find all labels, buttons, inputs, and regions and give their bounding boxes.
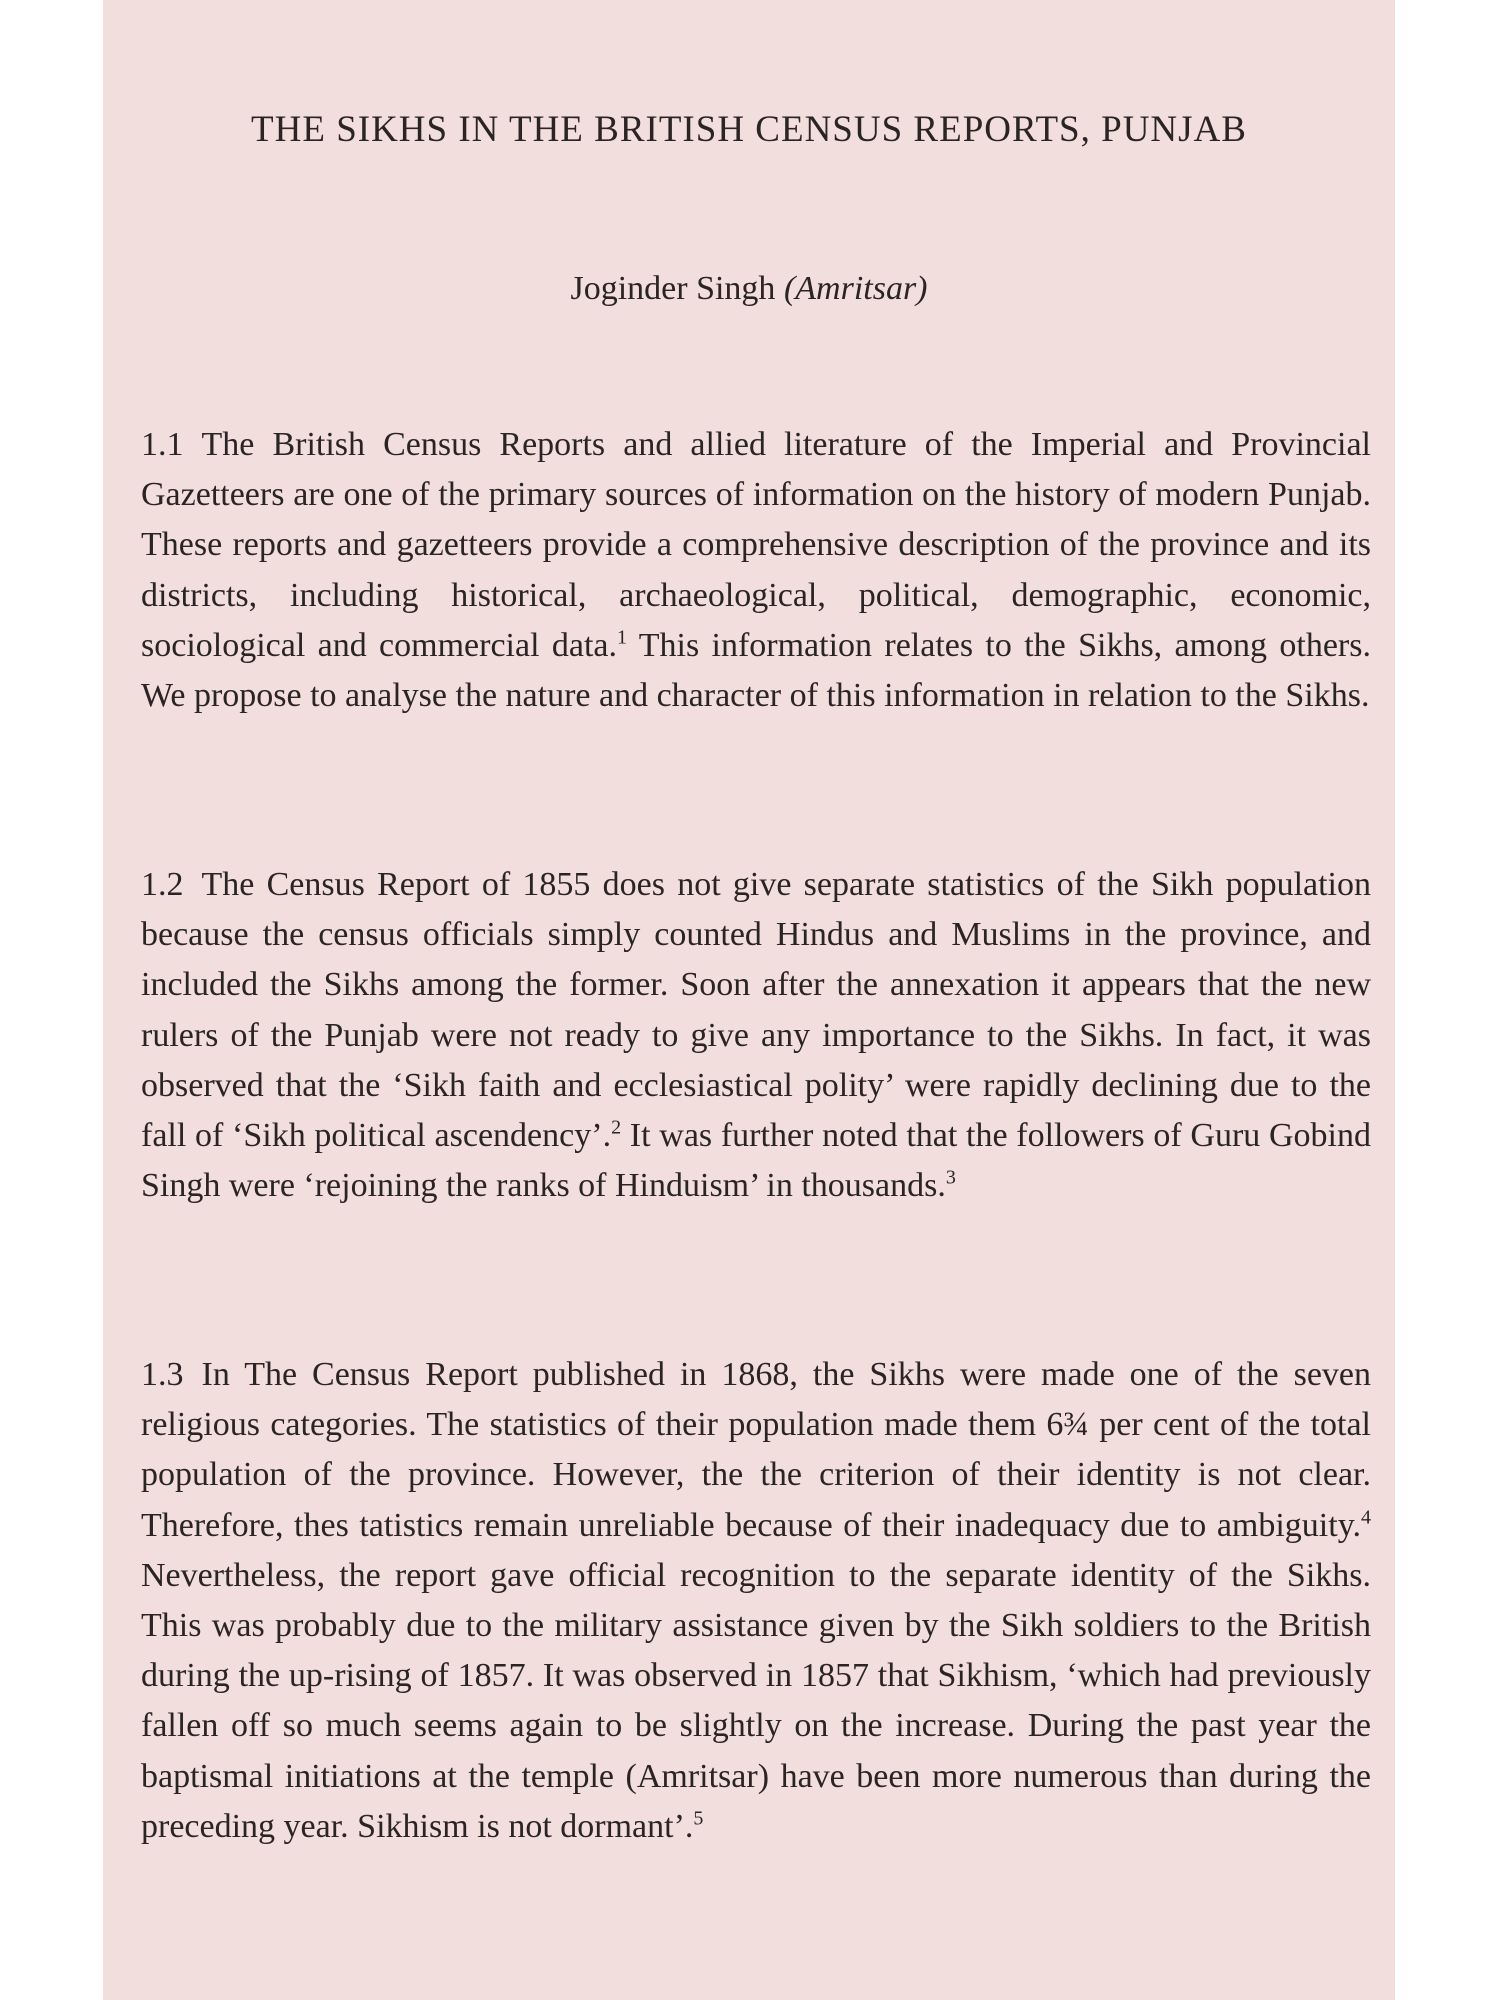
paragraph-number: 1.1	[141, 426, 184, 463]
paragraph-1-1	[141, 420, 1371, 721]
paragraph-text: The British Census Reports and allied literature of the Imperial and Provincial Gazetteers are one of the primary sources of information on the history of modern Punjab. These reports and gazetteers provide a comprehensive description of the province and its districts, including historical, archaeological, political, demographic, economic, sociological and commercial data.	[141, 426, 1371, 664]
author-location: (Amritsar)	[783, 270, 928, 307]
footnote-marker: 5	[693, 1807, 704, 1830]
paragraph-text: In The Census Report published in 1868, the Sikhs were made one of the seven religious categories. The statistics of their population made them 6¾ per cent of the total population of the province. However, the the criterion of their identity is not clear. Therefore, thes tatistics remain unreliable because of their inadequacy due to ambiguity.	[141, 1356, 1371, 1544]
document-title: THE SIKHS IN THE BRITISH CENSUS REPORTS, PUNJAB	[251, 109, 1247, 150]
paragraph-1-3	[141, 1350, 1371, 1852]
footnote-marker: 3	[945, 1166, 956, 1189]
paragraph-text: The Census Report of 1855 does not give separate statistics of the Sikh population because the census officials simply counted Hindus and Muslims in the province, and included the Sikhs among the former. Soon after the annexation it appears that the new rulers of the Punjab were not ready to give any importance to the Sikhs. In fact, it was observed that the ‘Sikh faith and ecclesiastical polity’ were rapidly declining due to the fall of ‘Sikh political ascendency’.	[141, 866, 1371, 1155]
author-line	[103, 270, 1395, 308]
paragraph-text-continued: Nevertheless, the report gave official recognition to the separate identity of the Sikhs. This was probably due to the military assistance given by the Sikh soldiers to the British during the up-rising of 1857. It was observed in 1857 that Sikhism, ‘which had previously fallen off so much seems again to be slightly on the increase. During the past year the baptismal initiations at the temple (Amritsar) have been more numerous than during the preceding year. Sikhism is not dormant’.	[141, 1556, 1371, 1845]
footnote-marker: 4	[1361, 1506, 1371, 1529]
paragraph-text-continued: This information relates to the Sikhs, among others. We propose to analyse the nature and character of this information in relation to the Sikhs.	[141, 626, 1371, 715]
footnote-marker: 1	[617, 626, 627, 649]
paragraph-text-continued: It was further noted that the followers of Guru Gobind Singh were ‘rejoining the ranks of Hinduism’ in thousands.	[141, 1117, 1371, 1205]
author-name: Joginder Singh	[570, 270, 776, 307]
paragraph-number: 1.2	[141, 866, 184, 903]
document-page	[103, 0, 1395, 2000]
footnote-marker: 2	[611, 1116, 622, 1139]
paragraph-number: 1.3	[141, 1356, 184, 1393]
paragraph-1-2	[141, 860, 1371, 1211]
